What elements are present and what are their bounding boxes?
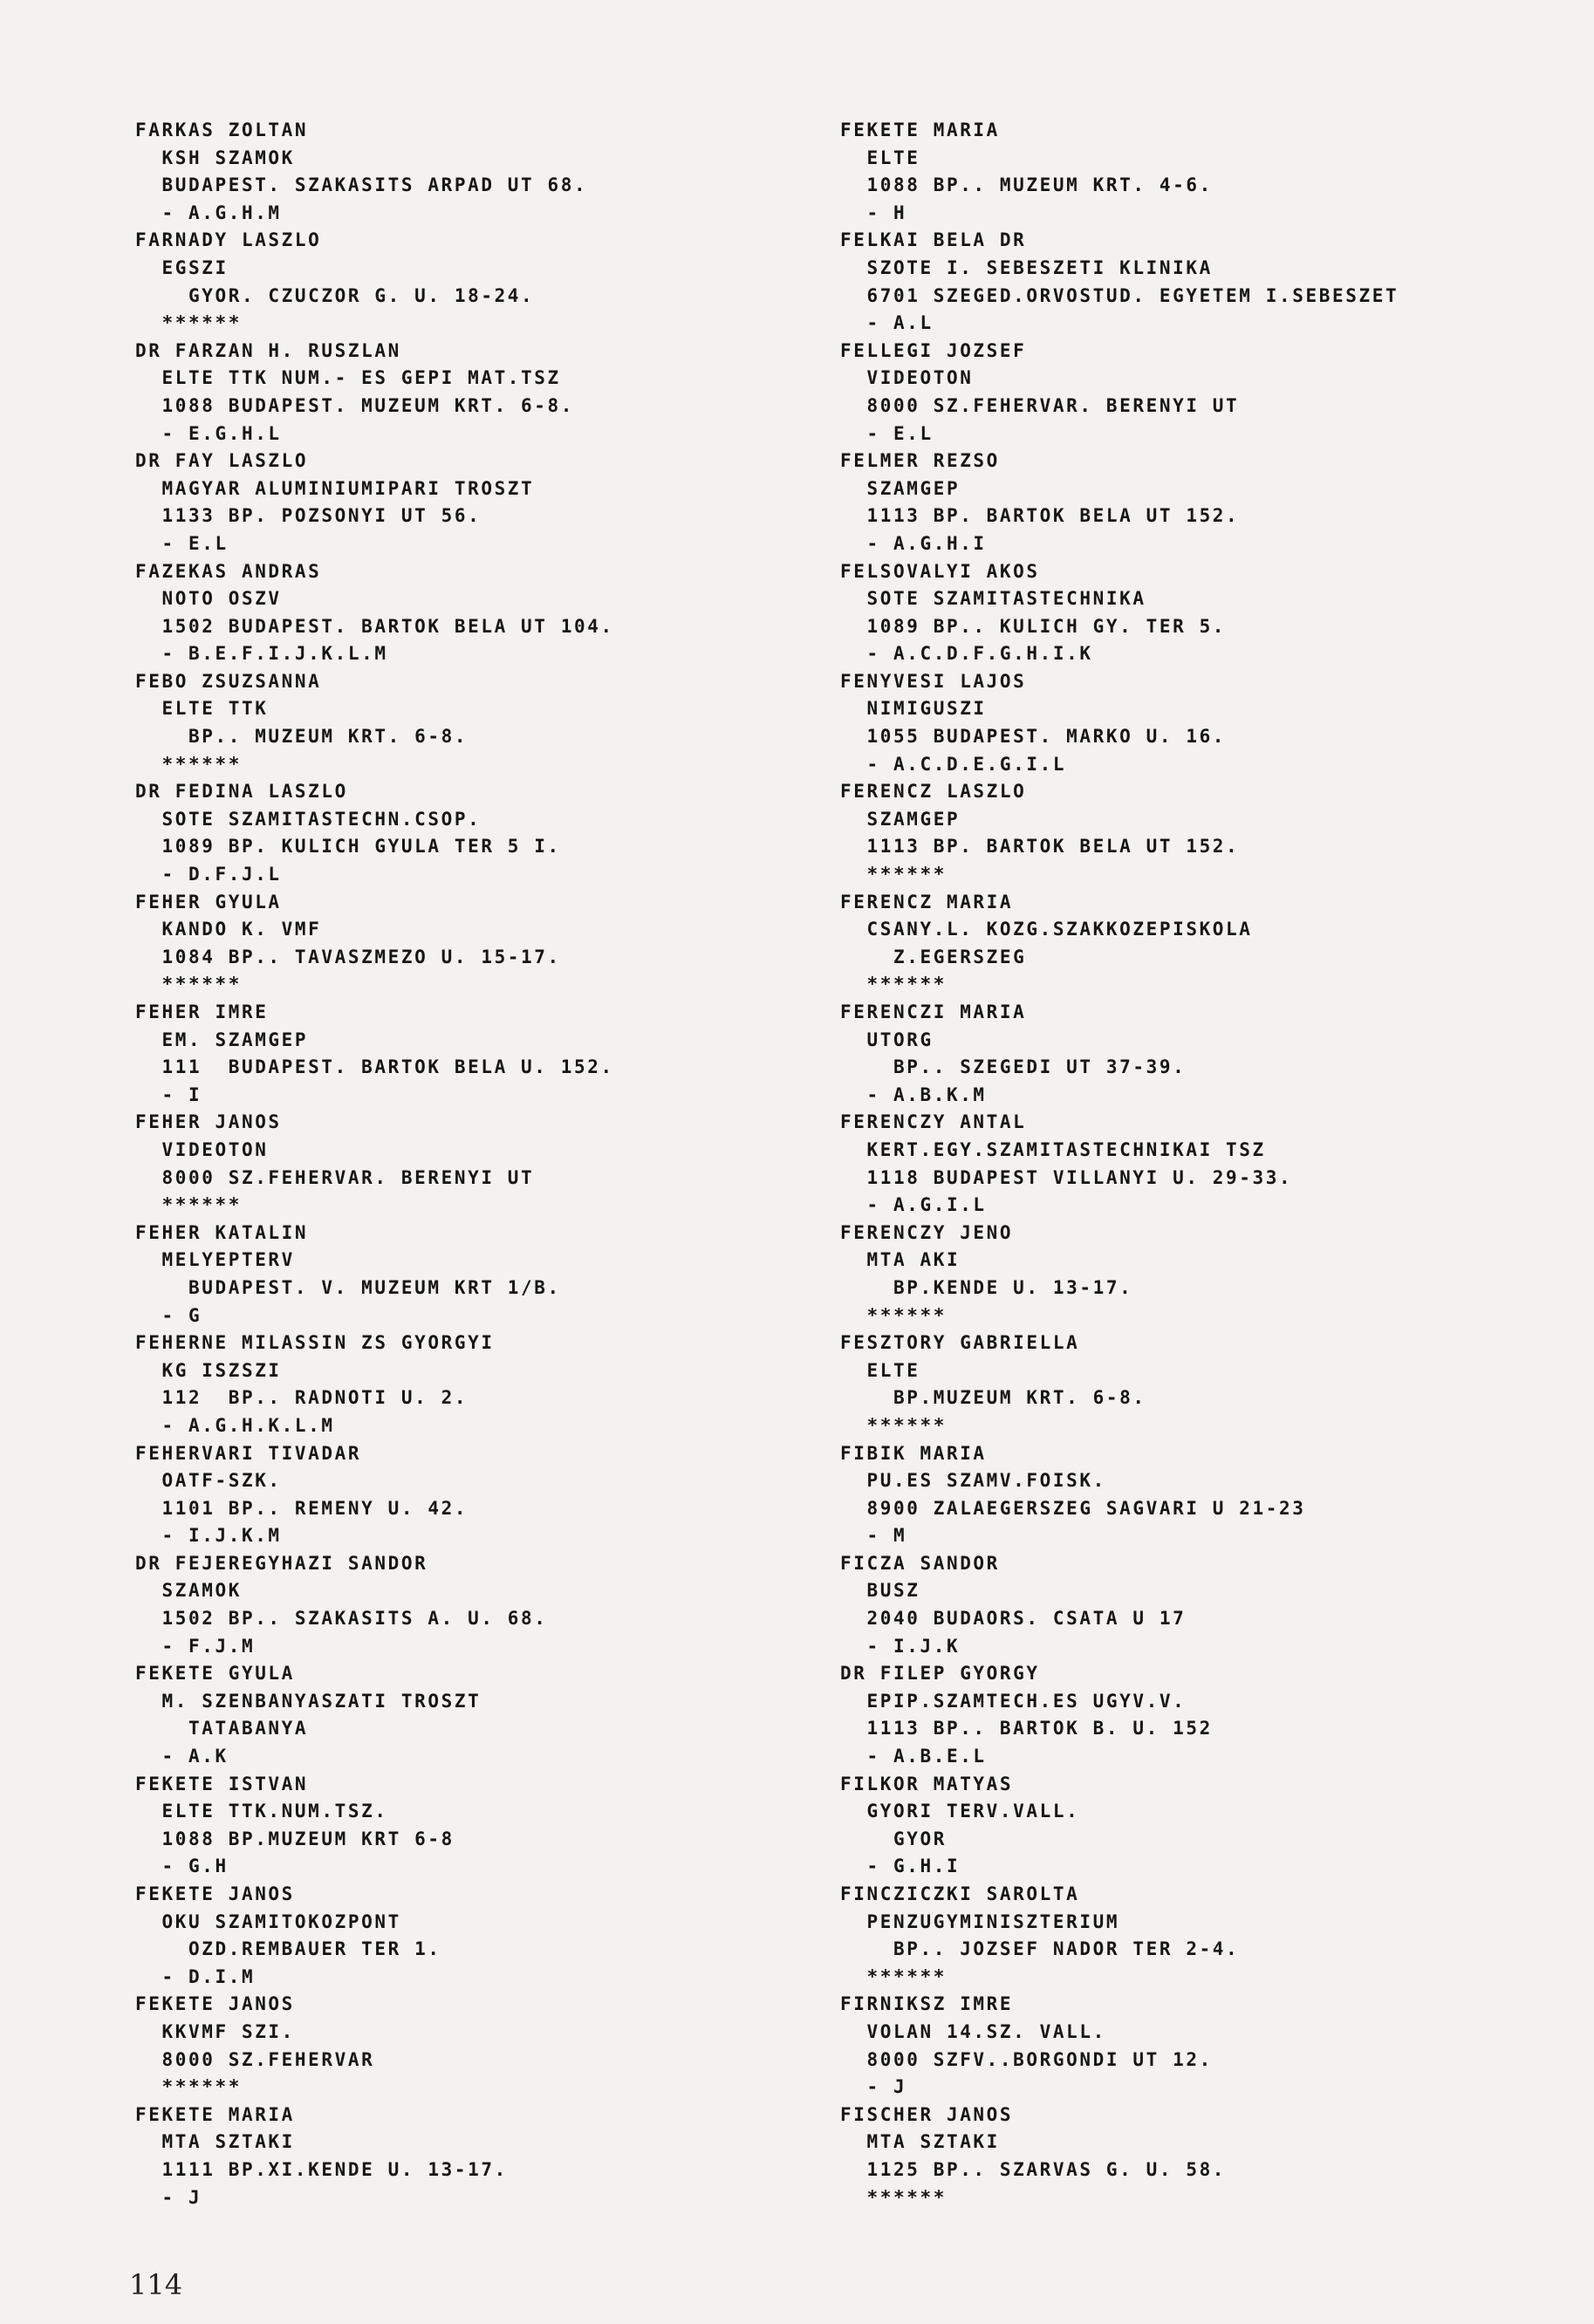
entry-line: FELMER REZSO: [840, 450, 1000, 472]
entry-line: FAZEKAS ANDRAS: [135, 560, 322, 582]
entry-line: 1125 BP.. SZARVAS G. U. 58.: [840, 2158, 1227, 2180]
entry-line: CSANY.L. KOZG.SZAKKOZEPISKOLA: [840, 919, 1253, 940]
entry-line: FERENCZ LASZLO: [840, 781, 1027, 803]
entry-line: ******: [135, 1194, 242, 1216]
entry-line: FEHER IMRE: [135, 1001, 269, 1022]
entry-line: FEHER GYULA: [135, 891, 282, 913]
entry-line: FERENCZY JENO: [840, 1221, 1014, 1243]
entry-line: 111 BUDAPEST. BARTOK BELA U. 152.: [135, 1056, 614, 1078]
entry-line: NIMIGUSZI: [840, 698, 987, 720]
entry-line: TATABANYA: [135, 1718, 309, 1740]
entry-line: ******: [135, 2076, 242, 2098]
entry-line: M. SZENBANYASZATI TROSZT: [135, 1690, 482, 1712]
entry-line: 6701 SZEGED.ORVOSTUD. EGYETEM I.SEBESZET: [840, 284, 1399, 306]
entry-line: - A.B.E.L: [840, 1746, 987, 1767]
entry-line: KERT.EGY.SZAMITASTECHNIKAI TSZ: [840, 1138, 1266, 1160]
entry-line: - A.G.I.L: [840, 1194, 987, 1216]
entry-line: GYOR. CZUCZOR G. U. 18-24.: [135, 284, 535, 306]
entry-line: - G: [135, 1304, 202, 1326]
entry-line: 1113 BP. BARTOK BELA UT 152.: [840, 836, 1240, 858]
entry-line: FEKETE ISTVAN: [135, 1773, 309, 1794]
entry-line: FEKETE MARIA: [135, 2103, 295, 2125]
entry-line: 8000 SZ.FEHERVAR. BERENYI UT: [135, 1166, 535, 1188]
entry-line: GYORI TERV.VALL.: [840, 1801, 1080, 1822]
entry-line: FEKETE MARIA: [840, 120, 1000, 140]
entry-line: - H: [840, 202, 907, 223]
entry-line: ELTE TTK NUM.- ES GEPI MAT.TSZ: [135, 367, 561, 389]
entry-line: FEKETE GYULA: [135, 1663, 295, 1685]
entry-line: - D.I.M: [135, 1965, 256, 1987]
entry-line: 1502 BP.. SZAKASITS A. U. 68.: [135, 1608, 548, 1630]
entry-line: FERENCZY ANTAL: [840, 1111, 1027, 1133]
entry-line: FEBO ZSUZSANNA: [135, 670, 322, 692]
entry-line: BUDAPEST. SZAKASITS ARPAD UT 68.: [135, 174, 588, 196]
entry-line: 1101 BP.. REMENY U. 42.: [135, 1497, 469, 1519]
entry-line: FEHER JANOS: [135, 1111, 282, 1133]
entry-line: - G.H.I: [840, 1856, 961, 1877]
entry-line: - D.F.J.L: [135, 864, 282, 885]
entry-line: ******: [840, 1304, 947, 1326]
entry-line: BP.KENDE U. 13-17.: [840, 1276, 1133, 1298]
entry-line: - A.G.H.K.L.M: [135, 1414, 335, 1436]
entry-line: ******: [840, 864, 947, 885]
entry-line: DR FEDINA LASZLO: [135, 781, 348, 803]
entry-line: DR FILEP GYORGY: [840, 1663, 1040, 1685]
entry-line: - E.L: [135, 532, 229, 554]
entry-line: - G.H: [135, 1856, 229, 1877]
entry-line: MAGYAR ALUMINIUMIPARI TROSZT: [135, 477, 535, 499]
entry-line: - A.C.D.F.G.H.I.K: [840, 643, 1093, 665]
entry-line: VOLAN 14.SZ. VALL.: [840, 2020, 1106, 2042]
entry-line: - E.L: [840, 422, 934, 444]
entry-line: - I.J.K.M: [135, 1525, 282, 1547]
entry-line: OKU SZAMITOKOZPONT: [135, 1910, 401, 1932]
entry-line: 1118 BUDAPEST VILLANYI U. 29-33.: [840, 1166, 1293, 1188]
entry-line: ******: [840, 974, 947, 995]
entry-line: BUSZ: [840, 1580, 920, 1602]
entry-line: 1133 BP. POZSONYI UT 56.: [135, 505, 482, 527]
entry-line: FEHERVARI TIVADAR: [135, 1442, 362, 1464]
right-column: [840, 117, 1594, 2211]
entry-line: FELSOVALYI AKOS: [840, 560, 1040, 582]
entry-line: - M: [840, 1525, 907, 1547]
entry-line: EM. SZAMGEP: [135, 1029, 309, 1050]
entry-line: SOTE SZAMITASTECHNIKA: [840, 588, 1146, 610]
entry-line: SZAMOK: [135, 1580, 242, 1602]
entry-line: MELYEPTERV: [135, 1249, 295, 1271]
entry-line: UTORG: [840, 1029, 934, 1050]
entry-line: 8900 ZALAEGERSZEG SAGVARI U 21-23: [840, 1497, 1306, 1519]
entry-line: ELTE TTK.NUM.TSZ.: [135, 1801, 388, 1822]
entry-line: KG ISZSZI: [135, 1359, 282, 1381]
entry-line: 1089 BP.. KULICH GY. TER 5.: [840, 615, 1227, 637]
entry-line: ******: [840, 1965, 947, 1987]
entry-line: ******: [840, 2186, 947, 2208]
entry-line: FELLEGI JOZSEF: [840, 339, 1027, 361]
entry-line: 2040 BUDAORS. CSATA U 17: [840, 1608, 1187, 1630]
entry-line: 1113 BP.. BARTOK B. U. 152: [840, 1718, 1213, 1740]
entry-line: OATF-SZK.: [135, 1470, 282, 1492]
entry-line: FELKAI BELA DR: [840, 229, 1027, 251]
entry-line: EGSZI: [135, 256, 229, 278]
entry-line: SOTE SZAMITASTECHN.CSOP.: [135, 808, 482, 830]
entry-line: 1088 BUDAPEST. MUZEUM KRT. 6-8.: [135, 394, 575, 416]
entry-line: - F.J.M: [135, 1635, 256, 1657]
entry-line: ******: [135, 974, 242, 995]
entry-line: FEKETE JANOS: [135, 1883, 295, 1904]
entry-line: FENYVESI LAJOS: [840, 670, 1027, 692]
entry-line: DR FARZAN H. RUSZLAN: [135, 339, 401, 361]
entry-line: 1055 BUDAPEST. MARKO U. 16.: [840, 726, 1227, 748]
entry-line: OZD.REMBAUER TER 1.: [135, 1938, 441, 1960]
entry-line: 1502 BUDAPEST. BARTOK BELA UT 104.: [135, 615, 614, 637]
entry-line: - E.G.H.L: [135, 422, 282, 444]
entry-line: FISCHER JANOS: [840, 2103, 1014, 2125]
entry-line: ******: [135, 312, 242, 334]
entry-line: Z.EGERSZEG: [840, 946, 1027, 967]
entry-line: - A.G.H.I: [840, 532, 987, 554]
entry-line: DR FAY LASZLO: [135, 450, 309, 472]
entry-line: ELTE: [840, 1359, 920, 1381]
entry-line: FIRNIKSZ IMRE: [840, 1993, 1014, 2015]
entry-line: FEKETE JANOS: [135, 1993, 295, 2015]
entry-line: 1084 BP.. TAVASZMEZO U. 15-17.: [135, 946, 561, 967]
entry-line: FINCZICZKI SAROLTA: [840, 1883, 1080, 1904]
entry-line: 1088 BP.MUZEUM KRT 6-8: [135, 1828, 455, 1849]
entry-line: NOTO OSZV: [135, 588, 282, 610]
entry-line: - A.K: [135, 1746, 229, 1767]
entry-line: 8000 SZ.FEHERVAR. BERENYI UT: [840, 394, 1240, 416]
entry-line: EPIP.SZAMTECH.ES UGYV.V.: [840, 1690, 1187, 1712]
entry-line: MTA SZTAKI: [135, 2131, 295, 2153]
entry-line: PENZUGYMINISZTERIUM: [840, 1910, 1120, 1932]
entry-line: SZOTE I. SEBESZETI KLINIKA: [840, 256, 1213, 278]
entry-line: - J: [135, 2186, 202, 2208]
entry-line: VIDEOTON: [840, 367, 974, 389]
page-number: 114: [129, 2268, 183, 2301]
entry-line: DR FEJEREGYHAZI SANDOR: [135, 1552, 428, 1574]
entry-line: FIBIK MARIA: [840, 1442, 987, 1464]
entry-line: - A.C.D.E.G.I.L: [840, 753, 1067, 775]
entry-line: 8000 SZ.FEHERVAR: [135, 2048, 375, 2070]
entry-line: FEHER KATALIN: [135, 1221, 309, 1243]
entry-line: FERENCZI MARIA: [840, 1001, 1027, 1022]
entry-line: 1088 BP.. MUZEUM KRT. 4-6.: [840, 174, 1213, 196]
entry-line: KSH SZAMOK: [135, 147, 295, 168]
entry-line: FEHERNE MILASSIN ZS GYORGYI: [135, 1332, 495, 1354]
entry-line: BUDAPEST. V. MUZEUM KRT 1/B.: [135, 1276, 561, 1298]
entry-line: BP.. MUZEUM KRT. 6-8.: [135, 726, 469, 748]
entry-line: - B.E.F.I.J.K.L.M: [135, 643, 388, 665]
entry-line: - A.L: [840, 312, 934, 334]
entry-line: FICZA SANDOR: [840, 1552, 1000, 1574]
left-column: [135, 117, 894, 2211]
entry-line: ELTE: [840, 147, 920, 168]
entry-line: - J: [840, 2076, 907, 2098]
entry-line: FESZTORY GABRIELLA: [840, 1332, 1080, 1354]
entry-line: FERENCZ MARIA: [840, 891, 1014, 913]
entry-line: ELTE TTK: [135, 698, 269, 720]
entry-line: SZAMGEP: [840, 477, 961, 499]
entry-line: BP.. SZEGEDI UT 37-39.: [840, 1056, 1187, 1078]
entry-line: FARKAS ZOLTAN: [135, 120, 309, 140]
entry-line: 1113 BP. BARTOK BELA UT 152.: [840, 505, 1240, 527]
entry-line: KANDO K. VMF: [135, 919, 322, 940]
entry-line: 1089 BP. KULICH GYULA TER 5 I.: [135, 836, 561, 858]
entry-line: BP.. JOZSEF NADOR TER 2-4.: [840, 1938, 1240, 1960]
entry-line: 1111 BP.XI.KENDE U. 13-17.: [135, 2158, 508, 2180]
entry-line: BP.MUZEUM KRT. 6-8.: [840, 1387, 1146, 1409]
entry-line: VIDEOTON: [135, 1138, 269, 1160]
entry-line: - A.B.K.M: [840, 1083, 987, 1105]
entry-line: SZAMGEP: [840, 808, 961, 830]
entry-line: FARNADY LASZLO: [135, 229, 322, 251]
entry-line: GYOR: [840, 1828, 947, 1849]
entry-line: - I: [135, 1083, 202, 1105]
entry-line: ******: [135, 753, 242, 775]
entry-line: PU.ES SZAMV.FOISK.: [840, 1470, 1106, 1492]
entry-line: 112 BP.. RADNOTI U. 2.: [135, 1387, 469, 1409]
entry-line: ******: [840, 1414, 947, 1436]
entry-line: KKVMF SZI.: [135, 2020, 295, 2042]
entry-line: - I.J.K: [840, 1635, 961, 1657]
entry-line: 8000 SZFV..BORGONDI UT 12.: [840, 2048, 1213, 2070]
entry-line: MTA SZTAKI: [840, 2131, 1000, 2153]
entry-line: MTA AKI: [840, 1249, 961, 1271]
entry-line: FILKOR MATYAS: [840, 1773, 1014, 1794]
entry-line: - A.G.H.M: [135, 202, 282, 223]
